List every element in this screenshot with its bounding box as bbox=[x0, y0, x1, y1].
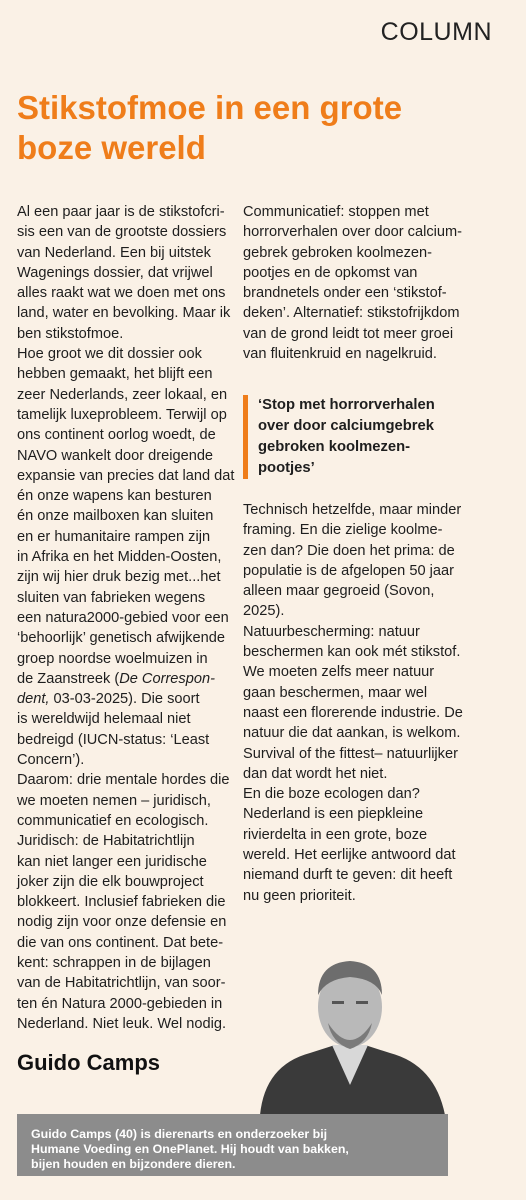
paragraph: Juridisch: de Habitatrichtlijn kan niet langer een juridische joker zijn die elk bouwproject blokkeert. Inclusief fabrieken die nodig zijn voor onze defensie en die van ons continent. Dat bete- kent: schrappen in de bijlagen van de Habitatrichtlijn, van soor- ten én Natura 2000-gebieden in Nederland. Niet leuk. Wel nodig. bbox=[17, 833, 227, 1032]
pull-quote: ‘Stop met horrorverhalen over door calciumgebrek gebroken koolmezen- pootjes’ bbox=[243, 395, 520, 479]
paragraph: Technisch hetzelfde, maar minder framing. En die zielige koolme- zen dan? Die doen het prima: de populatie is de afgelopen 50 jaar alleen maar gegroeid (Sovon, 2025). bbox=[243, 502, 462, 620]
author-portrait bbox=[240, 945, 460, 1115]
section-label: COLUMN bbox=[380, 18, 492, 46]
right-column-top bbox=[243, 202, 505, 364]
right-column-bottom bbox=[243, 500, 505, 906]
left-column bbox=[17, 202, 249, 1034]
paragraph: Al een paar jaar is de stikstofcri- sis een van de grootste dossiers van Nederland. Een bij uitstek Wagenings dossier, dat vrijwel alles raakt wat we doen met ons land, water en bevolking. Maar ik ben stikstofmoe. bbox=[17, 204, 231, 342]
headline: Stikstofmoe in een grote boze wereld bbox=[17, 89, 403, 166]
author-bio: Guido Camps (40) is dierenarts en onderzoeker bij Humane Voeding en OnePlanet. Hij houdt van bakken, bijen houden en bijzondere dieren. bbox=[17, 1114, 448, 1176]
citation: De Correspon- dent, bbox=[17, 670, 215, 708]
paragraph: Natuurbescherming: natuur beschermen kan ook mét stikstof. We moeten zelfs meer natuur gaan beschermen, maar wel naast een florerende industrie. De natuur die dat aankan, is welkom. Survival of the fittest– natuurlijker dan dat wordt het niet. bbox=[243, 623, 463, 782]
paragraph: Hoe groot we dit dossier ook hebben gemaakt, het blijft een zeer Nederlands, zeer lokaal, en tamelijk luxeprobleem. Terwijl op ons continent oorlog woedt, de NAVO wankelt door dreigende expansie van precies dat land dat én onze wapens kan besturen én onze mailboxen kan sluiten en er humanitaire rampen zijn in Afrika en het Midden-Oosten, zijn wij hier druk bezig met...het sluiten van fabrieken wegens een natura2000-gebied voor een ‘behoorlijk’ genetisch afwijkende groep noordse woelmuizen in de Zaanstreek (De Correspon- dent, 03-03-2025). Die soort is wereldwijd helemaal niet bedreigd (IUCN-status: ‘Least Concern’). bbox=[17, 346, 235, 769]
author-name: Guido Camps bbox=[17, 1050, 161, 1075]
paragraph: Daarom: drie mentale hordes die we moeten nemen – juridisch, communicatief en ecologisch. bbox=[17, 772, 230, 829]
paragraph: En die boze ecologen dan? Nederland is een piepkleine rivierdelta in een grote, boze wereld. Het eerlijke antwoord dat niemand durft te geven: dit heeft nu geen prioriteit. bbox=[243, 786, 456, 904]
paragraph: Communicatief: stoppen met horrorverhalen over door calcium- gebrek gebroken koolmezen- pootjes en de opkomst van brandnetels onder een ‘stikstof- deken’. Alternatief: stikstofrijkdom van de grond leidt tot meer groei van fluitenkruid en nagelkruid. bbox=[243, 204, 462, 363]
